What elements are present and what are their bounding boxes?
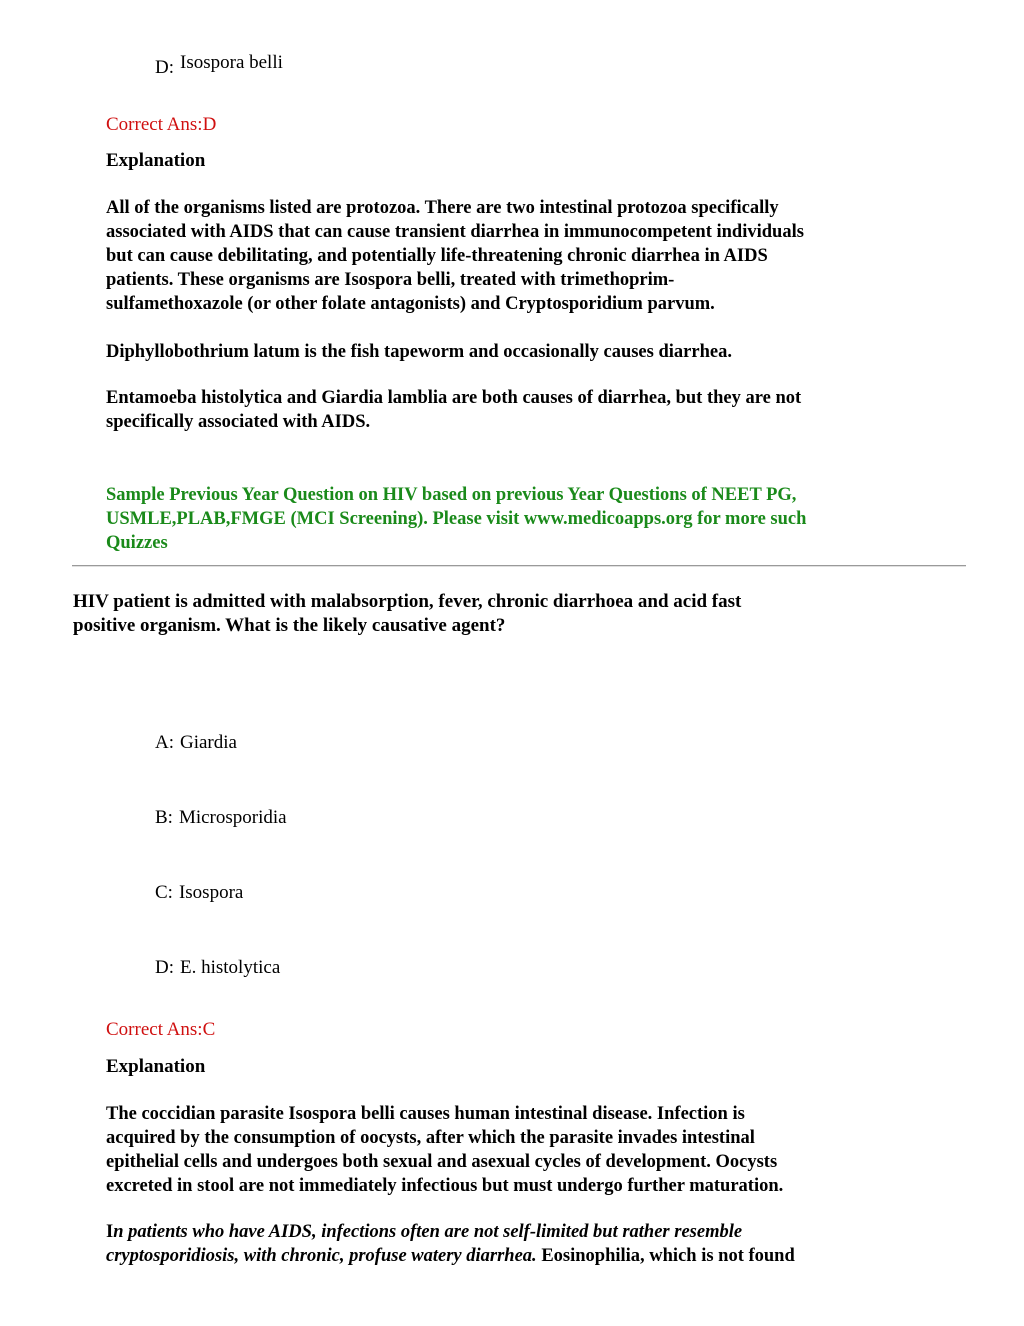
option-a[interactable] [155, 732, 237, 754]
section-divider [72, 565, 966, 567]
text-line: Sample Previous Year Question on HIV based on previous Year Questions of NEET PG, [106, 485, 797, 505]
option-d[interactable] [155, 957, 280, 979]
text-line [106, 1244, 936, 1268]
text-line: epithelial cells and undergoes both sexual and asexual cycles of development. Oocysts [106, 1152, 778, 1172]
prev-option-d [155, 52, 283, 78]
text-line: excreted in stool are not immediately infectious but must undergo further maturation. [106, 1176, 784, 1196]
explanation-paragraph-1 [106, 1102, 936, 1198]
option-text: Isospora [178, 882, 244, 903]
text-line: patients. These organisms are Isospora belli, treated with trimethoprim- [106, 270, 675, 290]
text-line: specifically associated with AIDS. [106, 412, 371, 432]
option-text: Isospora belli [180, 52, 283, 73]
bold-text: Eosinophilia, which is not found [536, 1246, 795, 1266]
text-line: Entamoeba histolytica and Giardia lamblia are both causes of diarrhea, but they are not [106, 388, 802, 408]
text-line: associated with AIDS that can cause transient diarrhea in immunocompetent individuals [106, 222, 804, 242]
prev-explanation-heading: Explanation [106, 150, 206, 171]
text-line: USMLE,PLAB,FMGE (MCI Screening). Please visit www.medicoapps.org for more such [106, 509, 807, 529]
option-label: A: [155, 732, 174, 753]
option-label: D: [155, 957, 174, 978]
question-text [73, 590, 741, 638]
option-label: C: [155, 882, 173, 903]
explanation-paragraph-2 [106, 1220, 936, 1268]
option-label: B: [155, 807, 173, 828]
text-line: Diphyllobothrium latum is the fish tapeworm and occasionally causes diarrhea. [106, 342, 732, 362]
prev-explanation-paragraph-3 [106, 386, 936, 434]
option-text: E. histolytica [180, 957, 281, 978]
prev-explanation-paragraph-1 [106, 196, 936, 316]
option-b[interactable] [155, 807, 287, 829]
text-line: The coccidian parasite Isospora belli causes human intestinal disease. Infection is [106, 1104, 745, 1124]
text-line: acquired by the consumption of oocysts, after which the parasite invades intestinal [106, 1128, 755, 1148]
option-text: Giardia [180, 732, 237, 753]
option-text: Microsporidia [178, 807, 287, 828]
promo-text [106, 483, 936, 555]
prev-explanation-paragraph-2 [106, 340, 936, 364]
text-line: All of the organisms listed are protozoa. There are two intestinal protozoa specifically [106, 198, 779, 218]
bold-initial: I [106, 1222, 114, 1242]
italic-text: n patients who have AIDS, infections often are not self-limited but rather resemble [113, 1222, 743, 1242]
text-line: Quizzes [106, 533, 168, 553]
option-label: D: [155, 57, 174, 78]
text-line: but can cause debilitating, and potentially life-threatening chronic diarrhea in AIDS [106, 246, 768, 266]
italic-text: cryptosporidiosis, with chronic, profuse watery diarrhea. [106, 1246, 537, 1266]
explanation-heading: Explanation [106, 1056, 206, 1077]
option-c[interactable] [155, 882, 243, 904]
text-line: sulfamethoxazole (or other folate antagonists) and Cryptosporidium parvum. [106, 294, 715, 314]
prev-correct-answer: Correct Ans:D [106, 114, 217, 135]
text-line [106, 1220, 936, 1244]
correct-answer: Correct Ans:C [106, 1019, 216, 1040]
text-line: HIV patient is admitted with malabsorption, fever, chronic diarrhoea and acid fast [73, 591, 742, 612]
text-line: positive organism. What is the likely causative agent? [73, 615, 506, 636]
